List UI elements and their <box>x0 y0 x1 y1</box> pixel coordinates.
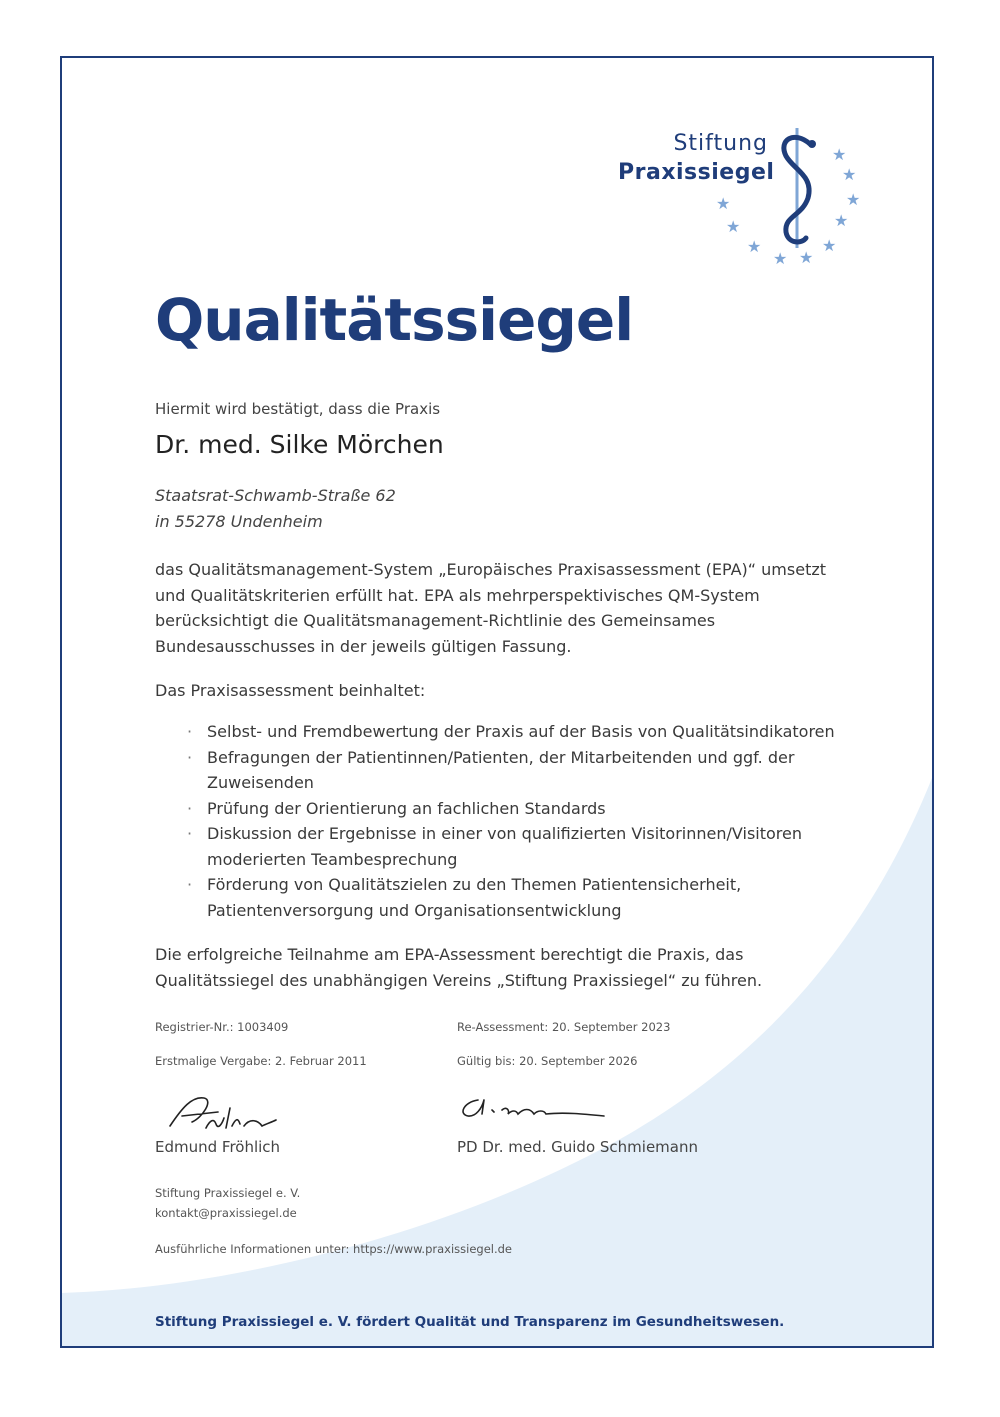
address-city: in 55278 Undenheim <box>155 512 323 531</box>
list-item: · Selbst- und Fremdbewertung der Praxis auf der Basis von Qualitätsindikatoren <box>155 719 845 745</box>
first-award-date: Erstmalige Vergabe: 2. Februar 2011 <box>155 1054 367 1068</box>
intro-text: Hiermit wird bestätigt, dass die Praxis <box>155 400 441 418</box>
svg-text:★: ★ <box>846 190 861 209</box>
list-item: · Prüfung der Orientierung an fachlichen Standards <box>155 796 845 822</box>
aesculapian-staff-logo <box>702 120 872 350</box>
svg-text:★: ★ <box>834 211 849 230</box>
certificate-title: Qualitätssiegel <box>155 286 634 354</box>
list-item: · Diskussion der Ergebnisse in einer von qualifizierten Visitorinnen/Visitoren moderierten Teambesprechung <box>155 821 845 872</box>
closing-text: Die erfolgreiche Teilnahme am EPA-Assessment berechtigt die Praxis, das Qualitätssiegel des unabhängigen Vereins „Stiftung Praxissiegel“ zu führen. <box>155 945 763 990</box>
signatory-right-name: PD Dr. med. Guido Schmiemann <box>457 1138 699 1156</box>
logo-line-1: Stiftung <box>673 131 768 156</box>
svg-text:★: ★ <box>726 217 741 236</box>
contact-org: Stiftung Praxissiegel e. V. <box>155 1186 301 1200</box>
svg-text:★: ★ <box>842 165 857 184</box>
svg-text:★: ★ <box>822 236 837 255</box>
signature-left <box>162 1088 282 1138</box>
svg-text:★: ★ <box>773 249 788 268</box>
contact-email: kontakt@praxissiegel.de <box>155 1206 297 1220</box>
logo-line-2: Praxissiegel <box>618 160 775 185</box>
assessment-list <box>155 719 845 923</box>
list-item: · Befragungen der Patientinnen/Patienten, der Mitarbeitenden und ggf. der Zuweisenden <box>155 745 845 796</box>
svg-text:★: ★ <box>716 194 731 213</box>
practice-name: Dr. med. Silke Mörchen <box>155 430 444 459</box>
signatory-left-name: Edmund Fröhlich <box>155 1138 281 1156</box>
reassessment-date: Re-Assessment: 20. September 2023 <box>457 1020 671 1034</box>
valid-until-date: Gültig bis: 20. September 2026 <box>457 1054 638 1068</box>
address-street: Staatsrat-Schwamb-Straße 62 <box>155 486 396 505</box>
svg-text:★: ★ <box>832 145 847 164</box>
svg-text:★: ★ <box>799 248 814 267</box>
svg-text:★: ★ <box>747 237 762 256</box>
register-number: Registrier-Nr.: 1003409 <box>155 1020 289 1034</box>
signature-right <box>454 1088 614 1128</box>
list-item: · Förderung von Qualitätszielen zu den Themen Patientensicherheit, Patientenversorgung und Organisationsentwicklung <box>155 872 845 923</box>
footer-slogan: Stiftung Praxissiegel e. V. fördert Qualität und Transparenz im Gesundheitswesen. <box>155 1314 785 1330</box>
certificate-frame <box>60 56 934 1348</box>
info-line: Ausführliche Informationen unter: https://www.praxissiegel.de <box>155 1242 513 1256</box>
qm-description: das Qualitätsmanagement-System „Europäisches Praxisassessment (EPA)“ umsetzt und Qualitätskriterien erfüllt hat. EPA als mehrperspektivisches QM-System berücksichtigt die Qualitätsmanagement-Richtlinie des Gemeinsames Bundesausschusses in der jeweils gültigen Fassung. <box>155 560 827 656</box>
list-lead: Das Praxisassessment beinhaltet: <box>155 681 426 700</box>
